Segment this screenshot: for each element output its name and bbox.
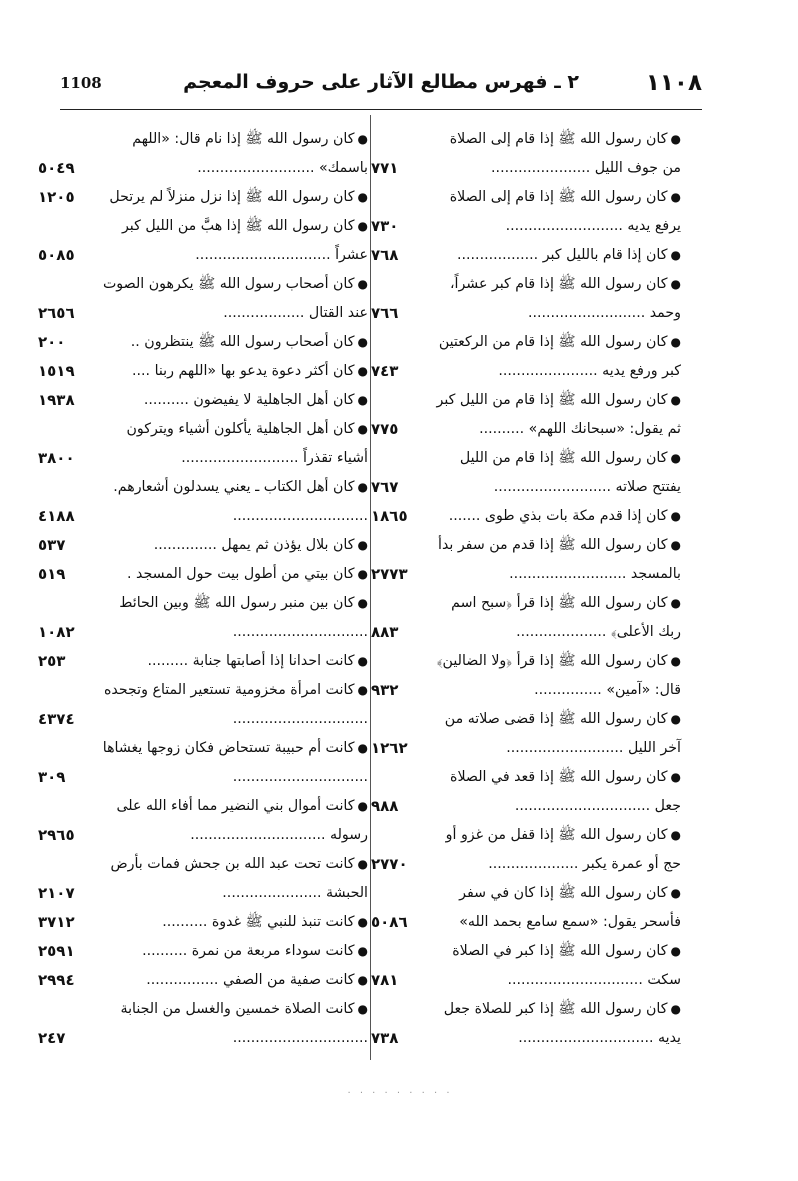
entry-text-block — [431, 589, 681, 647]
bullet-icon: ● — [670, 828, 681, 842]
entry-text: كان رسول الله ﷺ إذا هبَّ من الليل كبر عشراً .............................. — [121, 218, 368, 263]
entry-text-block — [100, 792, 368, 850]
page-number-latin: 1108 — [60, 74, 102, 92]
bullet-icon: ● — [670, 886, 681, 900]
entry-text: كان رسول الله ﷺ إذا كبر في الصلاة سكت .............................. — [452, 943, 681, 988]
entry-text-block — [431, 937, 681, 995]
bullet-icon: ● — [357, 219, 368, 233]
entry-text: كانت أموال بني النضير مما أفاء الله على رسوله .............................. — [116, 798, 368, 843]
entry-text: كان رسول الله ﷺ إذا قام من الليل كبر ثم يقول: «سبحانك اللهم» .......... — [436, 392, 681, 437]
entry-text: كان أصحاب رسول الله ﷺ ينتظرون .. — [130, 334, 355, 350]
entry-text-block — [100, 386, 368, 415]
entry-text: كان رسول الله ﷺ إذا نزل منزلاً لم يرتحل — [109, 189, 355, 205]
entry-text-block — [431, 763, 681, 821]
bullet-icon: ● — [357, 915, 368, 929]
right-column — [371, 125, 681, 1053]
index-entry — [38, 328, 368, 357]
entry-text-block — [100, 908, 368, 937]
entry-number: ٢٧٧٠ — [371, 855, 408, 873]
entry-text: كانت صفية من الصفي ................ — [146, 972, 355, 988]
entry-number: ١٩٣٨ — [38, 391, 75, 409]
entry-text: كان أهل الجاهلية لا يفيضون .......... — [143, 392, 355, 408]
entry-text: كان أكثر دعوة يدعو بها «اللهم ربنا .... — [132, 363, 355, 379]
index-entry — [371, 879, 681, 937]
entry-number: ٧٤٣ — [371, 362, 399, 380]
bullet-icon: ● — [357, 538, 368, 552]
entry-number: ٤١٨٨ — [38, 507, 75, 525]
entry-text: كان رسول الله ﷺ إذا قرأ ﴿ولا الضالين﴾ قال: «آمين» ............... — [436, 653, 681, 698]
entry-number: ٢٤٧ — [38, 1029, 66, 1047]
bullet-icon: ● — [357, 335, 368, 349]
index-entry — [38, 212, 368, 270]
index-entry — [38, 270, 368, 328]
entry-text-block — [431, 183, 681, 241]
entry-text-block — [100, 473, 368, 531]
index-entry — [38, 850, 368, 908]
bullet-icon: ● — [357, 364, 368, 378]
index-entry — [371, 705, 681, 763]
entry-number: ١٢٦٢ — [371, 739, 408, 757]
entry-text: كان رسول الله ﷺ إذا كان في سفر فأسحر يقول: «سمع سامع بحمد الله» — [459, 885, 681, 930]
entry-text-block — [100, 937, 368, 966]
entry-text: كانت احدانا إذا أصابتها جنابة ......... — [147, 653, 355, 669]
entry-text-block — [100, 270, 368, 328]
entry-text-block — [100, 647, 368, 676]
index-entry — [38, 908, 368, 937]
entry-number: ١٥١٩ — [38, 362, 75, 380]
bullet-icon: ● — [670, 596, 681, 610]
entry-number: ١٠٨٢ — [38, 623, 75, 641]
entry-number: ٢٥٩١ — [38, 942, 75, 960]
entry-text-block — [431, 241, 681, 270]
left-column — [38, 125, 368, 1053]
bullet-icon: ● — [670, 654, 681, 668]
index-entry — [38, 995, 368, 1053]
index-entry — [38, 473, 368, 531]
entry-text: كان رسول الله ﷺ إذا قضى صلاته من آخر الليل .......................... — [444, 711, 681, 756]
entry-number: ٢٦٥٦ — [38, 304, 75, 322]
entry-number: ٢٩٦٥ — [38, 826, 75, 844]
entry-text: كان رسول الله ﷺ إذا قام من الليل يفتتح صلاته .......................... — [459, 450, 681, 495]
index-entry — [371, 183, 681, 241]
bullet-icon: ● — [670, 277, 681, 291]
index-entry — [38, 386, 368, 415]
index-entry — [371, 647, 681, 705]
entry-number: ٩٣٢ — [371, 681, 399, 699]
entry-number: ٢٩٩٤ — [38, 971, 75, 989]
bullet-icon: ● — [670, 248, 681, 262]
entry-number: ٧٦٧ — [371, 478, 399, 496]
entry-text-block — [100, 734, 368, 792]
index-entry — [38, 183, 368, 212]
entry-text-block — [100, 560, 368, 589]
index-entry — [38, 966, 368, 995]
entry-number: ٤٣٧٤ — [38, 710, 75, 728]
index-entry — [38, 415, 368, 473]
entry-text-block — [431, 705, 681, 763]
bullet-icon: ● — [357, 683, 368, 697]
bullet-icon: ● — [670, 538, 681, 552]
entry-text: كان رسول الله ﷺ إذا قام إلى الصلاة من جوف الليل ...................... — [449, 131, 681, 176]
index-entry — [371, 386, 681, 444]
bullet-icon: ● — [357, 190, 368, 204]
index-entry — [38, 676, 368, 734]
index-entry — [371, 444, 681, 502]
entry-number: ٥٠٤٩ — [38, 159, 75, 177]
bullet-icon: ● — [357, 596, 368, 610]
entry-number: ٢٠٠ — [38, 333, 66, 351]
footer-dots: · · · · · · · · · — [347, 1088, 453, 1099]
entry-text: كان رسول الله ﷺ إذا كبر للصلاة جعل يديه .............................. — [443, 1001, 681, 1046]
bullet-icon: ● — [357, 567, 368, 581]
bullet-icon: ● — [670, 190, 681, 204]
entry-text: كان بيتي من أطول بيت حول المسجد . — [127, 566, 355, 582]
entry-text-block — [431, 270, 681, 328]
entry-text-block — [431, 386, 681, 444]
entry-text: كان رسول الله ﷺ إذا قعد في الصلاة جعل .............................. — [450, 769, 681, 814]
entry-number: ٣٧١٢ — [38, 913, 75, 931]
entry-text-block — [431, 502, 681, 531]
entry-text-block — [100, 966, 368, 995]
index-entry — [371, 937, 681, 995]
index-entry — [371, 589, 681, 647]
bullet-icon: ● — [670, 393, 681, 407]
entry-text-block — [431, 647, 681, 705]
entry-text: كان رسول الله ﷺ إذا قام كبر عشراً، وحمد .......................... — [449, 276, 681, 321]
entry-text: كانت امرأة مخزومية تستعير المتاع وتجحده .............................. — [103, 682, 368, 727]
entry-text-block — [431, 444, 681, 502]
index-entry — [38, 357, 368, 386]
page-title: ٢ ـ فهرس مطالع الآثار على حروف المعجم — [183, 71, 579, 93]
bullet-icon: ● — [357, 857, 368, 871]
entry-number: ١٨٦٥ — [371, 507, 408, 525]
entry-text: كان إذا قدم مكة بات بذي طوى ....... — [448, 508, 668, 524]
entry-number: ٧٣٨ — [371, 1029, 399, 1047]
index-entry — [371, 328, 681, 386]
index-entry — [38, 937, 368, 966]
index-entry — [371, 241, 681, 270]
entry-text: كانت سوداء مربعة من نمرة .......... — [142, 943, 355, 959]
entry-text: كان أصحاب رسول الله ﷺ يكرهون الصوت عند القتال .................. — [102, 276, 368, 321]
entry-text-block — [100, 589, 368, 647]
entry-text: كانت أم حبيبة تستحاض فكان زوجها يغشاها .............................. — [102, 740, 368, 785]
entry-number: ٣٨٠٠ — [38, 449, 75, 467]
entry-number: ٥٠٨٥ — [38, 246, 75, 264]
index-entry — [38, 647, 368, 676]
index-entry — [371, 763, 681, 821]
entry-text: كان رسول الله ﷺ إذا قام إلى الصلاة يرفع يديه .......................... — [449, 189, 681, 234]
page-header — [60, 70, 702, 104]
bullet-icon: ● — [670, 1002, 681, 1016]
index-entry — [38, 531, 368, 560]
bullet-icon: ● — [357, 277, 368, 291]
entry-number: ٥١٩ — [38, 565, 66, 583]
index-entry — [371, 821, 681, 879]
entry-number: ٧٧٥ — [371, 420, 399, 438]
entry-text: كان رسول الله ﷺ إذا قدم من سفر بدأ بالمسجد .......................... — [438, 537, 681, 582]
bullet-icon: ● — [670, 509, 681, 523]
bullet-icon: ● — [357, 741, 368, 755]
entry-number: ٣٠٩ — [38, 768, 66, 786]
index-entry — [371, 502, 681, 531]
bullet-icon: ● — [357, 480, 368, 494]
entry-number: ٨٨٣ — [371, 623, 399, 641]
bullet-icon: ● — [357, 944, 368, 958]
bullet-icon: ● — [357, 1002, 368, 1016]
entry-text: كانت تحت عبد الله بن جحش فمات بأرض الحبشة ...................... — [110, 856, 368, 901]
entry-text-block — [100, 415, 368, 473]
entry-text-block — [100, 357, 368, 386]
entry-text-block — [100, 212, 368, 270]
entry-number: ٧٨١ — [371, 971, 399, 989]
entry-text-block — [431, 879, 681, 937]
entry-text: كان أهل الكتاب ـ يعني يسدلون أشعارهم. .............................. — [113, 479, 368, 524]
entry-text: كان رسول الله ﷺ إذا قفل من غزو أو حج أو عمرة يكبر .................... — [445, 827, 681, 872]
bullet-icon: ● — [357, 654, 368, 668]
bullet-icon: ● — [357, 973, 368, 987]
index-entry — [371, 125, 681, 183]
bullet-icon: ● — [670, 451, 681, 465]
entry-text: كان إذا قام بالليل كبر .................. — [457, 247, 668, 263]
entry-text-block — [100, 676, 368, 734]
entry-text-block — [100, 125, 368, 183]
index-entry — [38, 734, 368, 792]
entry-number: ٢٥٣ — [38, 652, 66, 670]
entry-text-block — [100, 995, 368, 1053]
bullet-icon: ● — [357, 422, 368, 436]
entry-number: ٧٧١ — [371, 159, 399, 177]
index-entry — [38, 589, 368, 647]
page-number-arabic: ١١٠٨ — [645, 70, 702, 96]
entry-text-block — [100, 328, 368, 357]
entry-text-block — [431, 531, 681, 589]
bullet-icon: ● — [357, 799, 368, 813]
entry-text: كان أهل الجاهلية يأكلون أشياء ويتركون أشياء تقذراً .......................... — [126, 421, 368, 466]
entry-text: كانت تنبذ للنبي ﷺ غدوة .......... — [162, 914, 355, 930]
entry-number: ٧٣٠ — [371, 217, 399, 235]
index-entry — [371, 995, 681, 1053]
index-entry — [38, 125, 368, 183]
index-entry — [371, 531, 681, 589]
entry-text-block — [100, 183, 368, 212]
entry-text-block — [100, 850, 368, 908]
entry-number: ٩٨٨ — [371, 797, 399, 815]
entry-text: كان رسول الله ﷺ إذا نام قال: «اللهم باسمك» .......................... — [132, 131, 368, 176]
bullet-icon: ● — [670, 132, 681, 146]
bullet-icon: ● — [670, 770, 681, 784]
entry-text: كان رسول الله ﷺ إذا قام من الركعتين كبر ورفع يديه ...................... — [438, 334, 681, 379]
entry-number: ٧٦٦ — [371, 304, 399, 322]
entry-number: ٧٦٨ — [371, 246, 399, 264]
index-entry — [371, 270, 681, 328]
entry-number: ٢١٠٧ — [38, 884, 75, 902]
entry-text-block — [431, 995, 681, 1053]
entry-text-block — [431, 328, 681, 386]
entry-text-block — [431, 821, 681, 879]
entry-text: كان بلال يؤذن ثم يمهل .............. — [153, 537, 355, 553]
index-entry — [38, 792, 368, 850]
entry-text: كان رسول الله ﷺ إذا قرأ ﴿سبح اسم ربك الأعلى﴾ .................... — [451, 595, 681, 640]
entry-text: كان بين منبر رسول الله ﷺ وبين الحائط .............................. — [119, 595, 368, 640]
index-entry — [38, 560, 368, 589]
header-rule — [60, 109, 702, 110]
entry-text: كانت الصلاة خمسين والغسل من الجنابة .............................. — [120, 1001, 368, 1046]
entry-number: ٢٧٧٣ — [371, 565, 408, 583]
bullet-icon: ● — [670, 944, 681, 958]
bullet-icon: ● — [670, 712, 681, 726]
entry-number: ١٢٠٥ — [38, 188, 75, 206]
entry-number: ٥٠٨٦ — [371, 913, 408, 931]
entry-text-block — [100, 531, 368, 560]
entry-text-block — [431, 125, 681, 183]
bullet-icon: ● — [357, 132, 368, 146]
bullet-icon: ● — [357, 393, 368, 407]
bullet-icon: ● — [670, 335, 681, 349]
entry-number: ٥٣٧ — [38, 536, 66, 554]
